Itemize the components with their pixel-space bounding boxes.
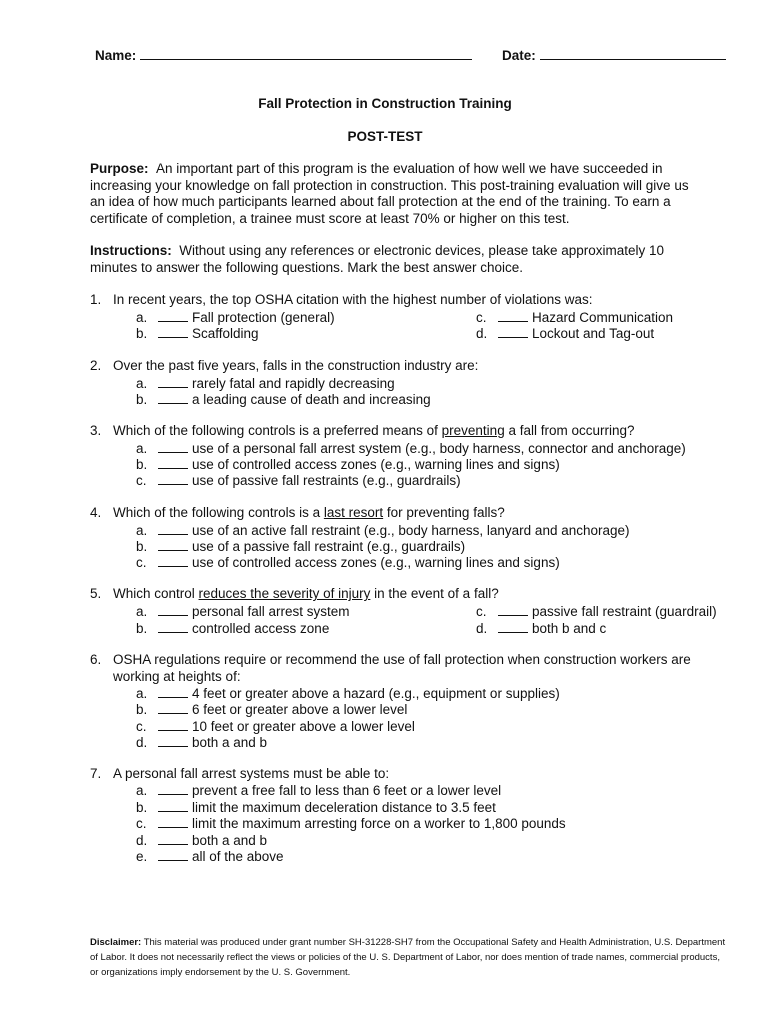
document-subtitle: POST-TEST: [347, 129, 423, 144]
question-number: 7.: [90, 766, 102, 781]
answer-blank[interactable]: [158, 685, 188, 698]
instructions-text: Without using any references or electronic devices, please take approximately 10 minutes to answer the following questions. Mark the best answer choice.: [90, 243, 665, 275]
answer-blank[interactable]: [158, 799, 188, 812]
answer-blank[interactable]: [158, 325, 188, 338]
instructions-label: Instructions:: [90, 243, 172, 258]
answer-blank[interactable]: [158, 391, 188, 404]
answer-blank[interactable]: [158, 456, 188, 469]
emphasis-underline: preventing: [441, 423, 505, 438]
emphasis-underline: last resort: [323, 505, 384, 520]
answer-option[interactable]: d. both a and b: [136, 735, 268, 750]
question-text: In recent years, the top OSHA citation with the highest number of violations was:: [113, 292, 593, 307]
purpose-label: Purpose:: [90, 161, 149, 176]
question-text: A personal fall arrest systems must be able to:: [113, 766, 390, 781]
answer-blank[interactable]: [158, 848, 188, 861]
question-number: 4.: [90, 505, 102, 520]
answer-blank[interactable]: [498, 325, 528, 338]
answer-option[interactable]: a. prevent a free fall to less than 6 feet or a lower level: [136, 783, 502, 798]
question-number: 1.: [90, 292, 102, 307]
question-text: Which of the following controls is a preferred means of preventing a fall from occurring?: [113, 423, 635, 438]
name-label: Name:: [95, 48, 137, 63]
answer-option[interactable]: b. limit the maximum deceleration distance to 3.5 feet: [136, 800, 496, 815]
answer-blank[interactable]: [498, 620, 528, 633]
answer-blank[interactable]: [158, 554, 188, 567]
answer-option[interactable]: d. both a and b: [136, 833, 268, 848]
date-blank[interactable]: [540, 46, 726, 60]
answer-blank[interactable]: [158, 782, 188, 795]
emphasis-underline: reduces the severity of injury: [198, 586, 371, 601]
date-label: Date:: [502, 48, 536, 63]
question-text: Which control reduces the severity of injury in the event of a fall?: [113, 586, 499, 601]
answer-blank[interactable]: [158, 538, 188, 551]
answer-blank[interactable]: [158, 440, 188, 453]
answer-option[interactable]: c. passive fall restraint (guardrail): [476, 604, 717, 619]
answer-blank[interactable]: [158, 309, 188, 322]
answer-blank[interactable]: [158, 472, 188, 485]
answer-blank[interactable]: [498, 603, 528, 616]
question-number: 3.: [90, 423, 102, 438]
instructions-paragraph: [90, 243, 702, 276]
answer-blank[interactable]: [158, 375, 188, 388]
disclaimer-label: Disclaimer:: [90, 937, 142, 948]
name-field[interactable]: [95, 46, 472, 63]
answer-option[interactable]: a. personal fall arrest system: [136, 604, 350, 619]
answer-option[interactable]: a. use of a personal fall arrest system (e.g., body harness, connector and anchorage): [136, 441, 686, 456]
answer-option[interactable]: c. Hazard Communication: [476, 310, 674, 325]
purpose-paragraph: [90, 161, 702, 227]
name-blank[interactable]: [140, 46, 472, 60]
answer-option[interactable]: c. use of controlled access zones (e.g., warning lines and signs): [136, 555, 560, 570]
date-field[interactable]: [502, 46, 726, 63]
answer-option[interactable]: d. both b and c: [476, 621, 607, 636]
answer-blank[interactable]: [158, 815, 188, 828]
answer-blank[interactable]: [498, 309, 528, 322]
question-text: Over the past five years, falls in the construction industry are:: [113, 358, 479, 373]
answer-blank[interactable]: [158, 734, 188, 747]
answer-option[interactable]: d. Lockout and Tag-out: [476, 326, 655, 341]
answer-blank[interactable]: [158, 620, 188, 633]
answer-blank[interactable]: [158, 701, 188, 714]
answer-option[interactable]: b. Scaffolding: [136, 326, 259, 341]
question-text: OSHA regulations require or recommend the use of fall protection when construction workers are working at heights of:: [113, 652, 691, 684]
answer-option[interactable]: a. 4 feet or greater above a hazard (e.g., equipment or supplies): [136, 686, 560, 701]
question-number: 5.: [90, 586, 102, 601]
answer-option[interactable]: b. 6 feet or greater above a lower level: [136, 702, 408, 717]
question-number: 2.: [90, 358, 102, 373]
answer-blank[interactable]: [158, 718, 188, 731]
answer-option[interactable]: a. rarely fatal and rapidly decreasing: [136, 376, 395, 391]
answer-blank[interactable]: [158, 522, 188, 535]
question-text: Which of the following controls is a last resort for preventing falls?: [113, 505, 505, 520]
answer-option[interactable]: c. limit the maximum arresting force on a worker to 1,800 pounds: [136, 816, 566, 831]
answer-option[interactable]: c. use of passive fall restraints (e.g., guardrails): [136, 473, 461, 488]
answer-option[interactable]: b. a leading cause of death and increasing: [136, 392, 431, 407]
answer-option[interactable]: b. use of a passive fall restraint (e.g., guardrails): [136, 539, 466, 554]
document-title: Fall Protection in Construction Training: [258, 96, 512, 111]
question-number: 6.: [90, 652, 102, 667]
disclaimer-text: This material was produced under grant number SH-31228-SH7 from the Occupational Safety and Health Administration, U.S. Department of Labor. It does not necessarily reflect the views or policies of the U. S. Department of Labor, nor does mention of trade names, commercial products, or organizations imply endorsement by the U. S. Government.: [90, 937, 726, 978]
answer-option[interactable]: e. all of the above: [136, 849, 284, 864]
answer-option[interactable]: b. controlled access zone: [136, 621, 330, 636]
disclaimer: [90, 935, 730, 980]
answer-option[interactable]: b. use of controlled access zones (e.g., warning lines and signs): [136, 457, 560, 472]
answer-option[interactable]: a. Fall protection (general): [136, 310, 335, 325]
answer-option[interactable]: c. 10 feet or greater above a lower level: [136, 719, 415, 734]
answer-option[interactable]: a. use of an active fall restraint (e.g., body harness, lanyard and anchorage): [136, 523, 630, 538]
answer-blank[interactable]: [158, 832, 188, 845]
answer-blank[interactable]: [158, 603, 188, 616]
purpose-text: An important part of this program is the evaluation of how well we have succeeded in increasing your knowledge on fall protection in construction. This post-training evaluation will give us an idea of how much participants learned about fall protection at the end of the training. To earn a certificate of completion, a trainee must score at least 70% or higher on this test.: [90, 161, 689, 226]
